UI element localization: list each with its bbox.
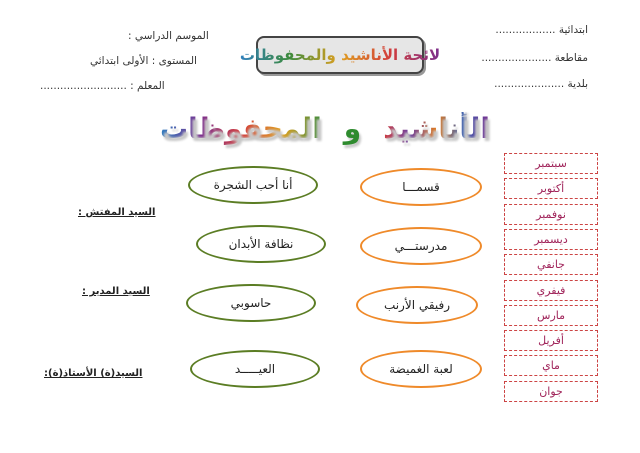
district-line: مقاطعة ..................... <box>481 52 588 64</box>
month-item: أكتوبر <box>504 178 598 199</box>
document-title: لائحة الأناشيد والمحفوظات <box>239 46 441 64</box>
inspector-signature-label: السيد المفتش : <box>78 207 156 218</box>
poem-oval-1: أنا أحب الشجرة <box>188 166 318 204</box>
month-item: ديسمبر <box>504 229 598 250</box>
song-oval-1: قسمـــا <box>360 168 482 206</box>
month-item: ماي <box>504 355 598 376</box>
month-item: جانفي <box>504 254 598 275</box>
school-name-line: ابتدائية .................. <box>495 24 588 36</box>
song-oval-3: رفيقي الأرنب <box>356 286 478 324</box>
document-title-box <box>239 36 441 74</box>
section-title-and: و <box>343 111 362 145</box>
month-item: فيفري <box>504 280 598 301</box>
poem-oval-4: العيـــــد <box>190 350 320 388</box>
month-item: سبتمبر <box>504 153 598 174</box>
song-oval-2: مدرستـــي <box>360 227 482 265</box>
section-title-word-songs: الأناشيد <box>383 111 490 145</box>
month-item: مارس <box>504 305 598 326</box>
poem-oval-3: حاسوبي <box>186 284 316 322</box>
municipality-line: بلدية ..................... <box>494 78 588 90</box>
level-label: المستوى : الأولى ابتدائي <box>90 55 197 67</box>
section-title-word-poems: المحفوظات <box>160 111 322 145</box>
month-item: أفريل <box>504 330 598 351</box>
director-signature-label: السيد المدير : <box>82 286 150 297</box>
song-oval-4: لعبة الغميضة <box>360 350 482 388</box>
section-title <box>160 108 490 148</box>
poem-oval-2: نظافة الأبدان <box>196 225 326 263</box>
month-item: نوفمبر <box>504 204 598 225</box>
teacher-line: المعلم : .......................... <box>40 80 165 92</box>
school-year-label: الموسم الدراسي : <box>128 30 209 42</box>
teacher-signature-label: السيد(ة) الأستاذ(ة): <box>44 368 143 379</box>
month-item: جوان <box>504 381 598 402</box>
